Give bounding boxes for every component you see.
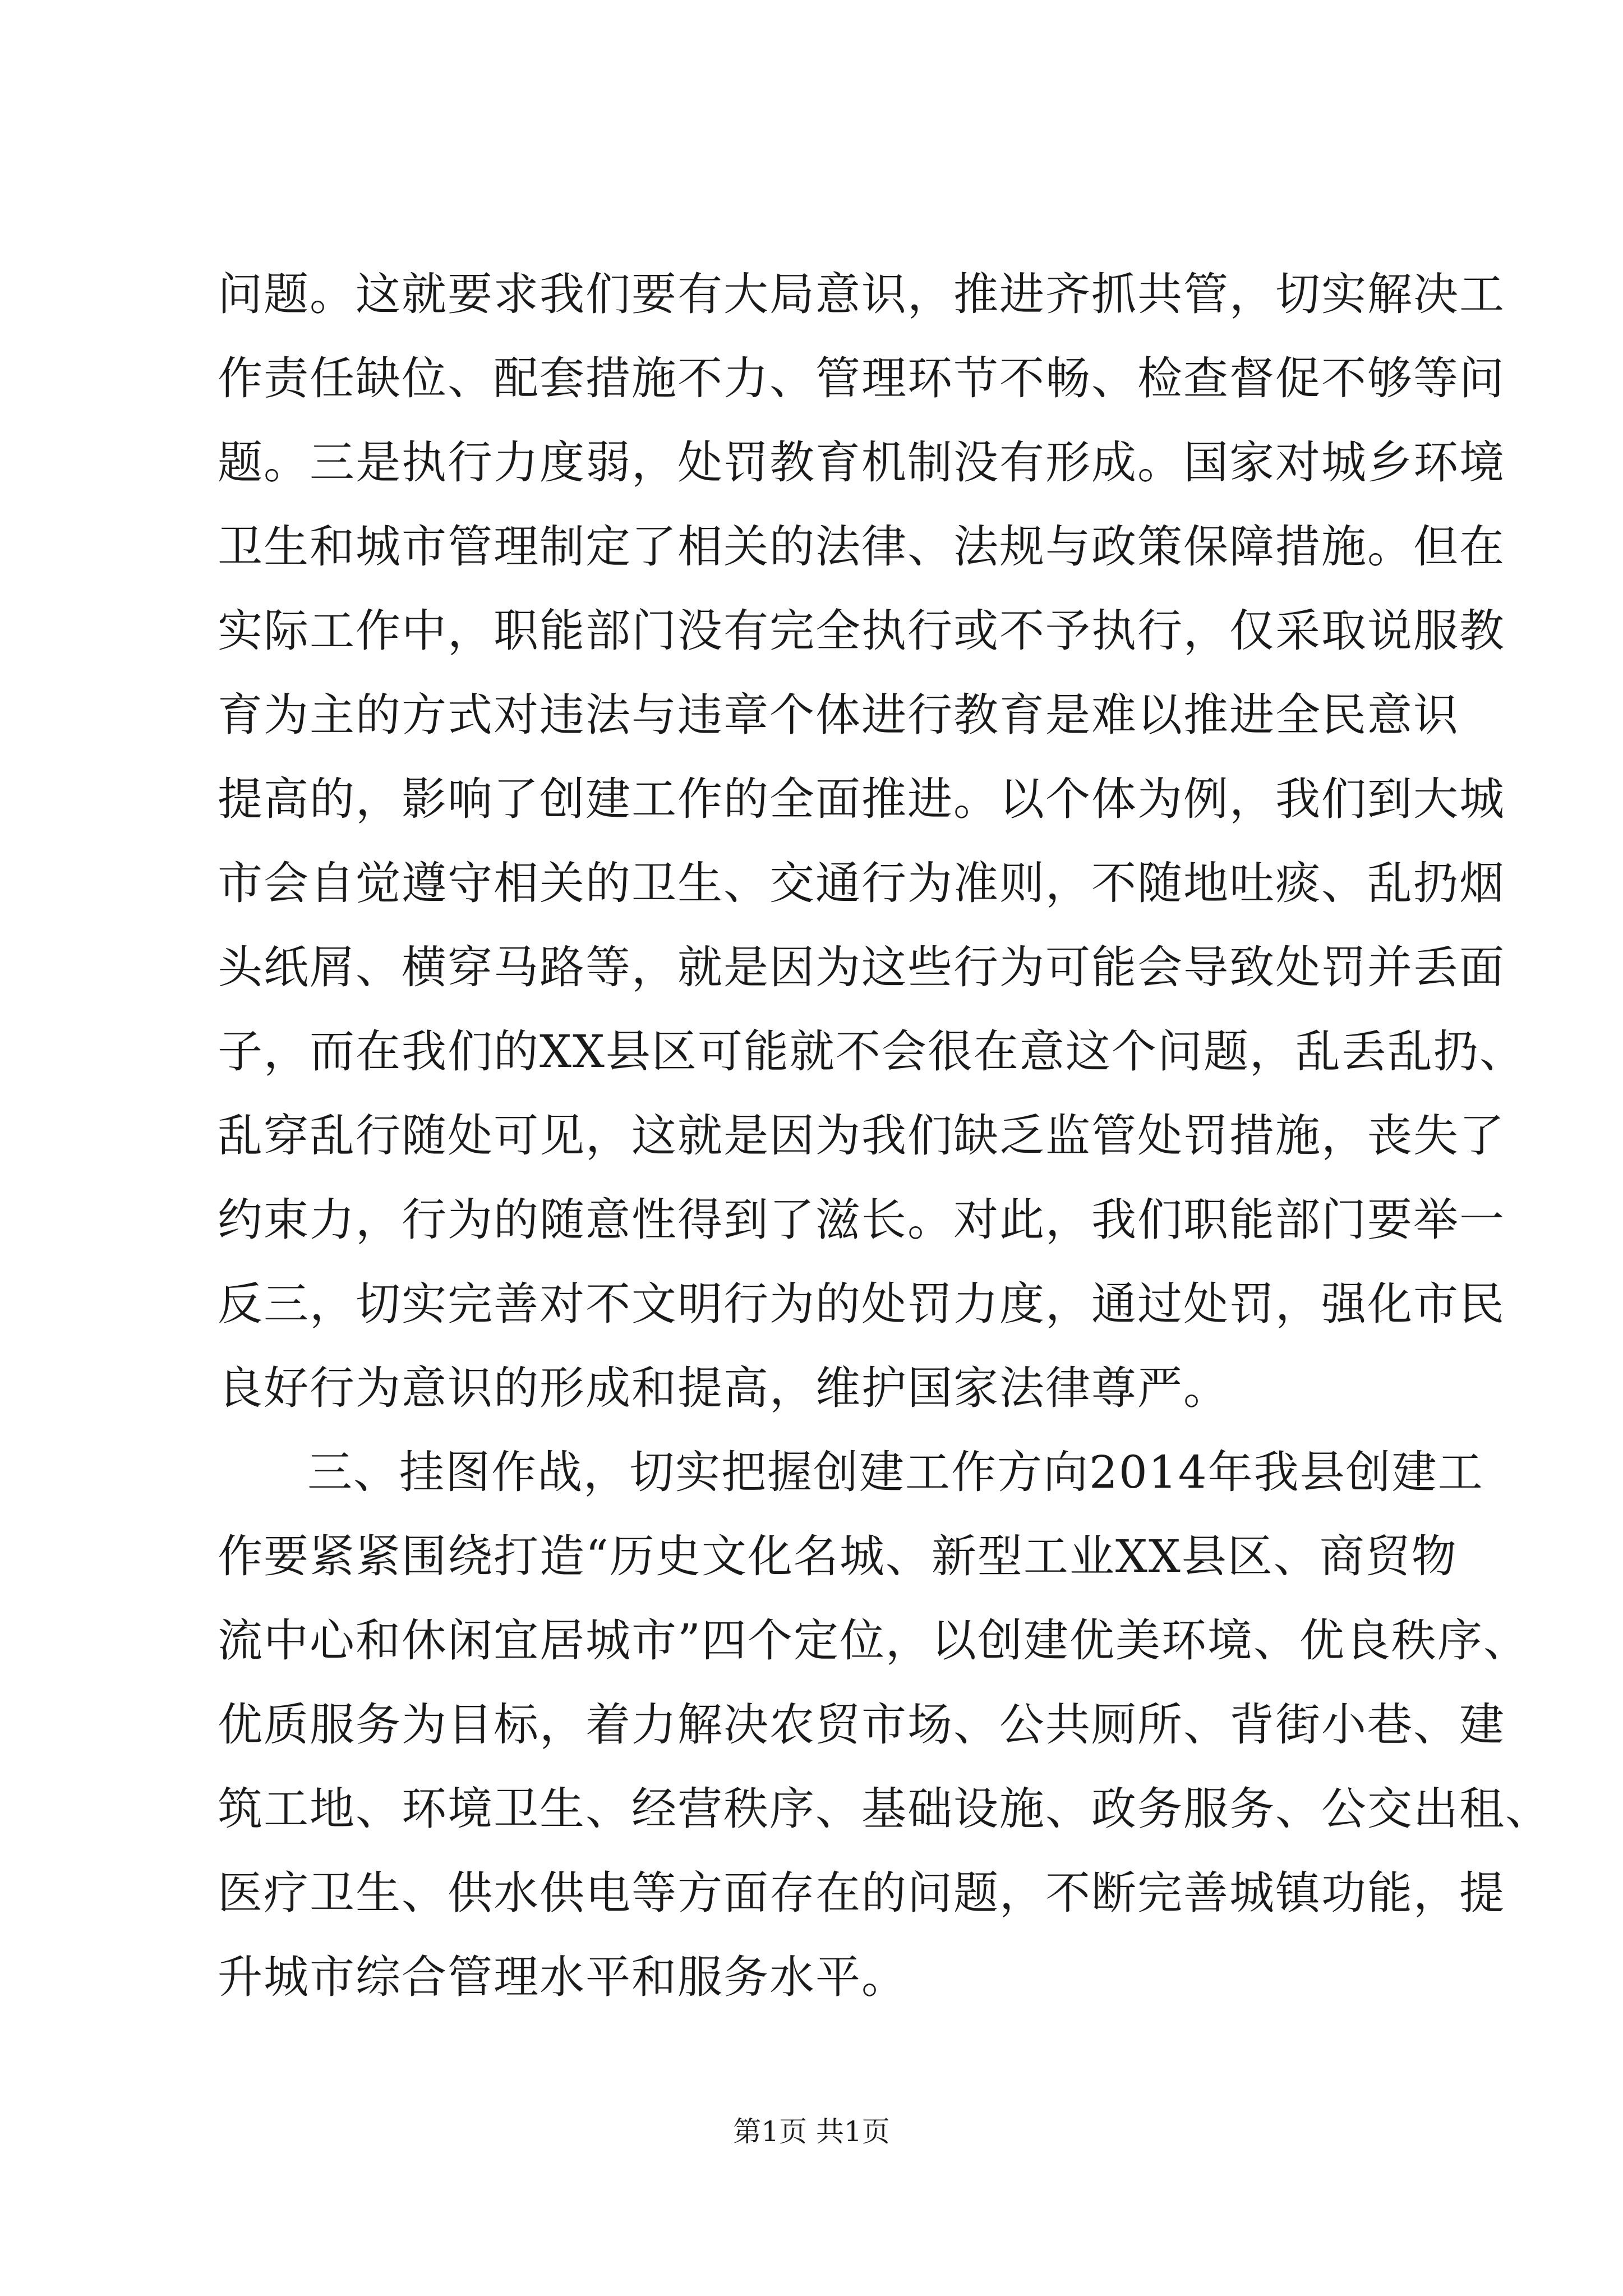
document-body [218,252,1551,2019]
text-line: 子，而在我们的XX县区可能就不会很在意这个问题，乱丢乱扔、 [218,1025,1525,1078]
text-line: 乱穿乱行随处可见，这就是因为我们缺乏监管处罚措施，丧失了 [218,1110,1505,1162]
text-line: 题。三是执行力度弱，处罚教育机制没有形成。国家对城乡环境 [218,436,1505,489]
text-line: 流中心和休闲宜居城市”四个定位，以创建优美环境、优良秩序、 [218,1614,1529,1667]
text-line: 市会自觉遵守相关的卫生、交通行为准则，不随地吐痰、乱扔烟 [218,857,1505,909]
text-line: 提高的，影响了创建工作的全面推进。以个体为例，我们到大城 [218,773,1505,825]
text-line: 作责任缺位、配套措施不力、管理环节不畅、检查督促不够等问 [218,352,1505,404]
text-line: 升城市综合管理水平和服务水平。 [218,1951,907,2003]
text-line: 育为主的方式对违法与违章个体进行教育是难以推进全民意识 [218,689,1459,741]
text-line: 头纸屑、横穿马路等，就是因为这些行为可能会导致处罚并丢面 [218,941,1505,993]
text-line: 作要紧紧围绕打造“历史文化名城、新型工业XX县区、商贸物 [218,1530,1458,1582]
text-line: 筑工地、环境卫生、经营秩序、基础设施、政务服务、公交出租、 [218,1783,1551,1835]
text-line: 优质服务为目标，着力解决农贸市场、公共厕所、背街小巷、建 [218,1699,1505,1751]
page-footer: 第1页 共1页 [733,2115,890,2148]
text-line: 问题。这就要求我们要有大局意识，推进齐抓共管，切实解决工 [218,268,1505,320]
text-line: 卫生和城市管理制定了相关的法律、法规与政策保障措施。但在 [218,521,1505,573]
text-line: 良好行为意识的形成和提高，维护国家法律尊严。 [218,1362,1229,1414]
text-line: 三、挂图作战，切实把握创建工作方向2014年我县创建工 [307,1446,1484,1498]
text-line: 约束力，行为的随意性得到了滋长。对此，我们职能部门要举一 [218,1194,1505,1246]
text-line: 反三，切实完善对不文明行为的处罚力度，通过处罚，强化市民 [218,1278,1505,1330]
text-line: 医疗卫生、供水供电等方面存在的问题，不断完善城镇功能，提 [218,1867,1505,1919]
text-line: 实际工作中，职能部门没有完全执行或不予执行，仅采取说服教 [218,605,1505,657]
